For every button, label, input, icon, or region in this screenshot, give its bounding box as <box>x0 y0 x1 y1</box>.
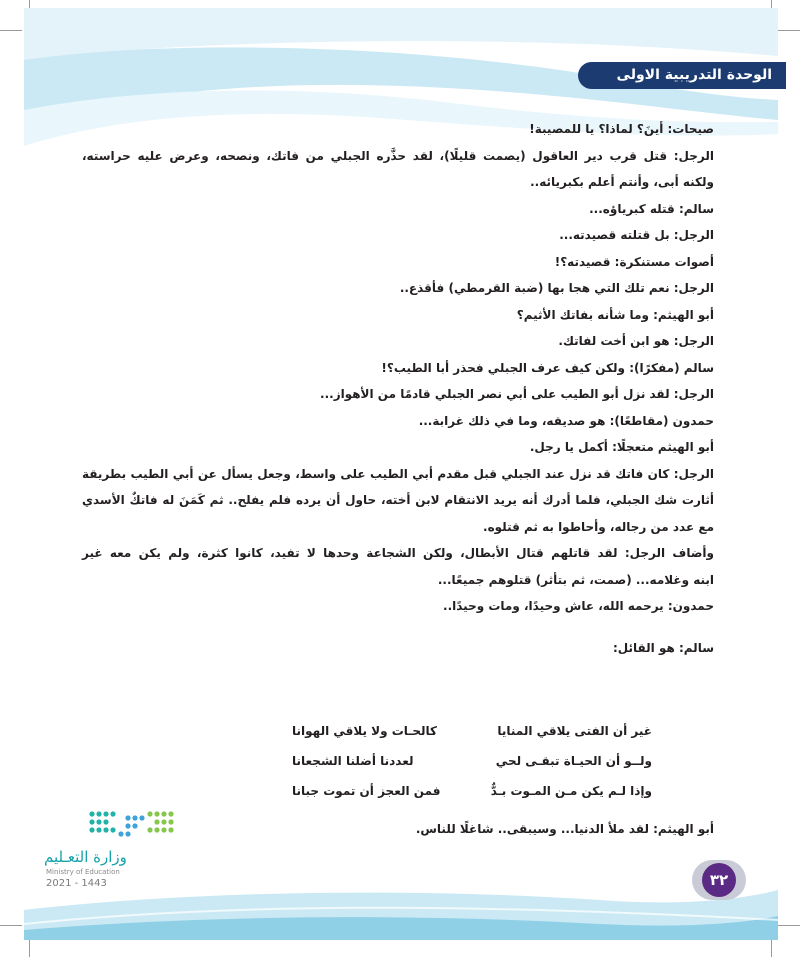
ministry-name-arabic: وزارة التعـليم <box>44 848 127 866</box>
verse-second-hemistich: فمن العجز أن تموت جبانا <box>292 784 441 798</box>
dialogue-line: حمدون (مقاطعًا): هو صديقه، وما في ذلك غرابة... <box>418 413 714 428</box>
dialogue-line: صيحات: أينَ؟ لماذا؟ يا للمصيبة! <box>529 122 714 136</box>
dialogue-line: الرجل: بل قتلته قصيدته... <box>559 228 714 242</box>
dialogue-line: الرجل: نعم تلك التي هجا بها (ضبة القرمطي) فأقذع.. <box>399 281 714 295</box>
page-number: ٣٢ <box>702 863 736 897</box>
poem-verse <box>292 776 652 806</box>
verse-first-hemistich: ولــو أن الحيـاة تبقـى لحي <box>495 754 652 768</box>
dialogue-line: الرجل: لقد نزل أبو الطيب على أبي نصر الجبلي قادمًا من الأهواز... <box>320 387 714 401</box>
poem-verse <box>292 716 652 746</box>
verse-second-hemistich: لعددنا أضلنا الشجعانا <box>292 754 414 768</box>
verse-first-hemistich: وإذا لـم يكن مـن المـوت بـدٌّ <box>490 784 652 798</box>
edition-year: 2021 - 1443 <box>46 878 107 889</box>
dialogue-line: أبو الهيثم متعجلًا: أكمل يا رجل. <box>529 440 714 454</box>
dialogue-line: أبو الهيثم: وما شأنه بفاتك الأثيم؟ <box>516 307 714 322</box>
dialogue-line: ولكنه أبى، وأنتم أعلم بكبريائه.. <box>530 175 714 189</box>
verse-first-hemistich: غير أن الفتى يلاقي المنايا <box>497 724 652 738</box>
poem-verse <box>292 746 652 776</box>
dialogue-line: أصوات مستنكرة: قصيدته؟! <box>554 254 714 269</box>
poem-intro: سالم: هو القائل: <box>613 640 714 655</box>
ministry-logo <box>44 808 164 890</box>
dialogue-line: أثارت شك الجبلي، فلما أدرك أنه يريد الانتقام لابن أخته، حاول أن يرده فلم يفلح.. ثم كَمَنَ له فاتكٌ الأسدي <box>82 493 714 507</box>
bottom-wave-decoration <box>0 880 800 957</box>
unit-title-banner: الوحدة التدريبية الاولى <box>578 62 786 89</box>
verse-second-hemistich: كالحـات ولا يلاقي الهوانا <box>292 724 438 738</box>
dialogue-line: الرجل: كان فاتك قد نزل عند الجبلي قبل مقدم أبي الطيب على واسط، وجعل يسأل عن أبي الطيب بطريقة <box>82 466 714 481</box>
dialogue-line: مع عدد من رجاله، وأحاطوا به ثم قتلوه. <box>483 519 714 534</box>
closing-line: أبو الهيثم: لقد ملأ الدنيا... وسيبقى.. شاغلًا للناس. <box>415 822 714 836</box>
dialogue-line: وأضاف الرجل: لقد قاتلهم قتال الأبطال، ولكن الشجاعة وحدها لا تفيد، كانوا كثرة، ولم يكن معه غير <box>82 546 714 560</box>
page-number-badge <box>692 860 746 900</box>
poem <box>292 716 652 806</box>
dialogue-text <box>82 116 714 661</box>
dialogue-line: ابنه وغلامه... (صمت، ثم بتأثر) قتلوهم جميعًا... <box>437 572 714 587</box>
ministry-dots-icon <box>88 808 180 844</box>
dialogue-line: الرجل: قتل قرب دير العاقول (يصمت قليلًا)، لقد حذَّره الجبلي من فاتك، ونصحه، وعرض عليه حراسته، <box>82 148 714 163</box>
dialogue-line: سالم (مفكرًا): ولكن كيف عرف الجبلي فحذر أبا الطيب؟! <box>381 360 714 375</box>
dialogue-line: حمدون: يرحمه الله، عاش وحيدًا، ومات وحيدًا.. <box>443 599 714 613</box>
ministry-name-english: Ministry of Education <box>46 868 120 876</box>
dialogue-line: الرجل: هو ابن أخت لفاتك. <box>558 334 714 348</box>
dialogue-line: سالم: قتله كبرياؤه... <box>589 201 714 216</box>
